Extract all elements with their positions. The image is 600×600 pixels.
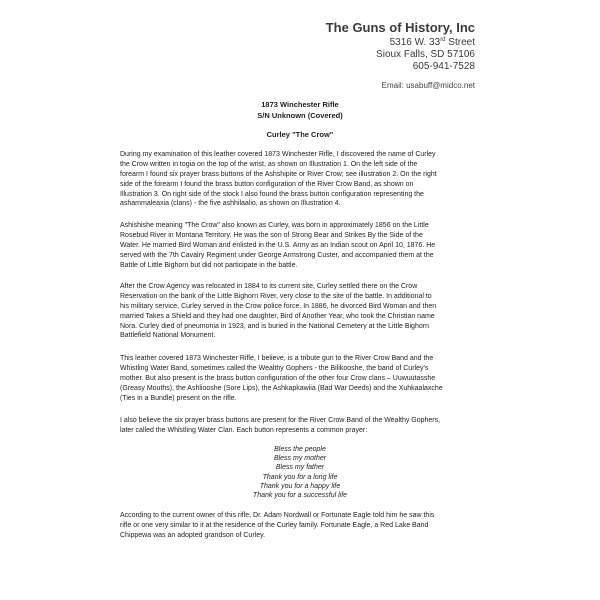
text-line: This leather covered 1873 Winchester Rifle, I believe, is a tribute gun to the River Crow Band and the <box>120 355 434 362</box>
text-line: side of the forearm I found the brass button configuration of the River Crow Band, as shown on <box>120 180 414 188</box>
prayer-line: Bless my father <box>275 464 325 472</box>
paragraph-prayer-buttons <box>120 416 440 436</box>
phone: 605-941-7528 <box>412 61 475 72</box>
ordinal-suffix: rd <box>440 37 446 43</box>
paragraph-provenance <box>120 511 434 541</box>
text-line: I also believe the six prayer brass buttons are present for the River Crow Band of the Wealthy Gophers, <box>120 417 441 424</box>
paragraph-tribute <box>120 354 443 403</box>
text-line: During my examination of this leather covered 1873 Winchester Rifle, I discovered the name of Curley <box>120 151 436 158</box>
text-line: Rosebud River in Montana Territory. He was the son of Strong Bear and Strikes By the Side of the <box>120 231 423 239</box>
text-line: married Takes a Shield and they had one daughter, Bird of Another Year, who took the Christian name <box>120 312 435 320</box>
subtitle: Curley "The Crow" <box>266 130 334 139</box>
prayer-line: Bless my mother <box>273 455 327 463</box>
text-line: Ashishishe meaning "The Crow" also known as Curley, was born in approximately 1856 on the Little <box>120 222 429 229</box>
text-line: Nora. Curley died of pneumonia in 1923, and is buried in the National Cemetery at the Little Bighorn <box>120 322 429 330</box>
prayer-line: Thank you for a successful life <box>252 491 348 499</box>
text-line: Water. He married Bird Woman and enlisted in the U.S. Army as an Indian scout on April 10, 1876. He <box>120 241 436 249</box>
city-line: Sioux Falls, SD 57106 <box>376 49 475 60</box>
text-line: Chippewa was an adopted grandson of Curley. <box>120 531 266 539</box>
email: Email: usabuff@midco.net <box>381 81 475 90</box>
company-name: The Guns of History, Inc <box>325 20 475 35</box>
text-line: According to the current owner of this rifle, Dr. Adam Nordwall or Fortunate Eagle told him he saw this <box>120 512 435 519</box>
text-line: After the Crow Agency was relocated in 1884 to its current site, Curley settled there on the Crow <box>120 283 418 290</box>
text-line: Reservation on the bank of the Little Bighorn River, very close to the site of the battle. In additional to <box>120 292 432 300</box>
text-line: Whistling Water Band, sometimes called the Wealthy Gophers - the Bilikooshe, the band of Curley's <box>120 364 429 372</box>
paragraph-illustrations <box>120 150 437 209</box>
text-line: rifle or one very similar to it at the residence of the Curley family. Fortunate Eagle, a Red Lake Band <box>120 521 429 529</box>
prayer-line: Thank you for a long life <box>262 473 338 481</box>
text-line: (Ties in a Bundle) present on the rifle. <box>120 394 237 402</box>
text-line: ashammaleaxia (clans) - the five ashhilaalio, as shown on Illustration 4. <box>120 200 341 208</box>
text-line: mother. But also present is the brass button configuration of the other four Crow clans – Uuwuutasshe <box>120 374 436 382</box>
street-address <box>390 37 475 48</box>
prayer-line: Bless the people <box>274 446 326 453</box>
text-line: his military service, Curley served in the Crow police force. In 1886, he divorced Bird Woman and then <box>120 302 437 310</box>
text-line: later called the Whistling Water Clan. Each button represents a common prayer: <box>120 426 368 434</box>
street-name: Street <box>445 37 475 48</box>
text-line: (Greasy Mouths), the Ashliooshe (Sore Lips), the Ashkapkawiia (Bad War Deeds) and the Xuhkaalaxche <box>120 384 443 392</box>
street-number: 5316 W. 33 <box>389 37 441 48</box>
paragraph-biography <box>120 221 435 270</box>
serial-number: S/N Unknown (Covered) <box>257 111 343 120</box>
prayer-line: Thank you for a happy life <box>259 482 341 490</box>
text-line: Battle of Little Bighorn but did not participate in the battle. <box>120 261 298 269</box>
text-line: the Crow written in togia on the top of the wrist, as shown on Illustration 1. On the left side of the <box>120 160 418 168</box>
text-line: Battlefield National Monument. <box>120 332 216 340</box>
text-line: forearm I found six prayer brass buttons of the Ashshipite or River Crow; see illustration 2. On the right <box>120 170 437 178</box>
text-line: Illustration 3. On right side of the stock I also found the brass button configuration representing the <box>120 190 424 198</box>
prayer-list <box>0 445 600 500</box>
paragraph-later-life <box>120 282 436 341</box>
doc-title: 1873 Winchester Rifle <box>261 100 339 109</box>
text-line: served with the 7th Cavalry Regiment under George Armstrong Custer, and accompanied them at the <box>120 251 434 259</box>
